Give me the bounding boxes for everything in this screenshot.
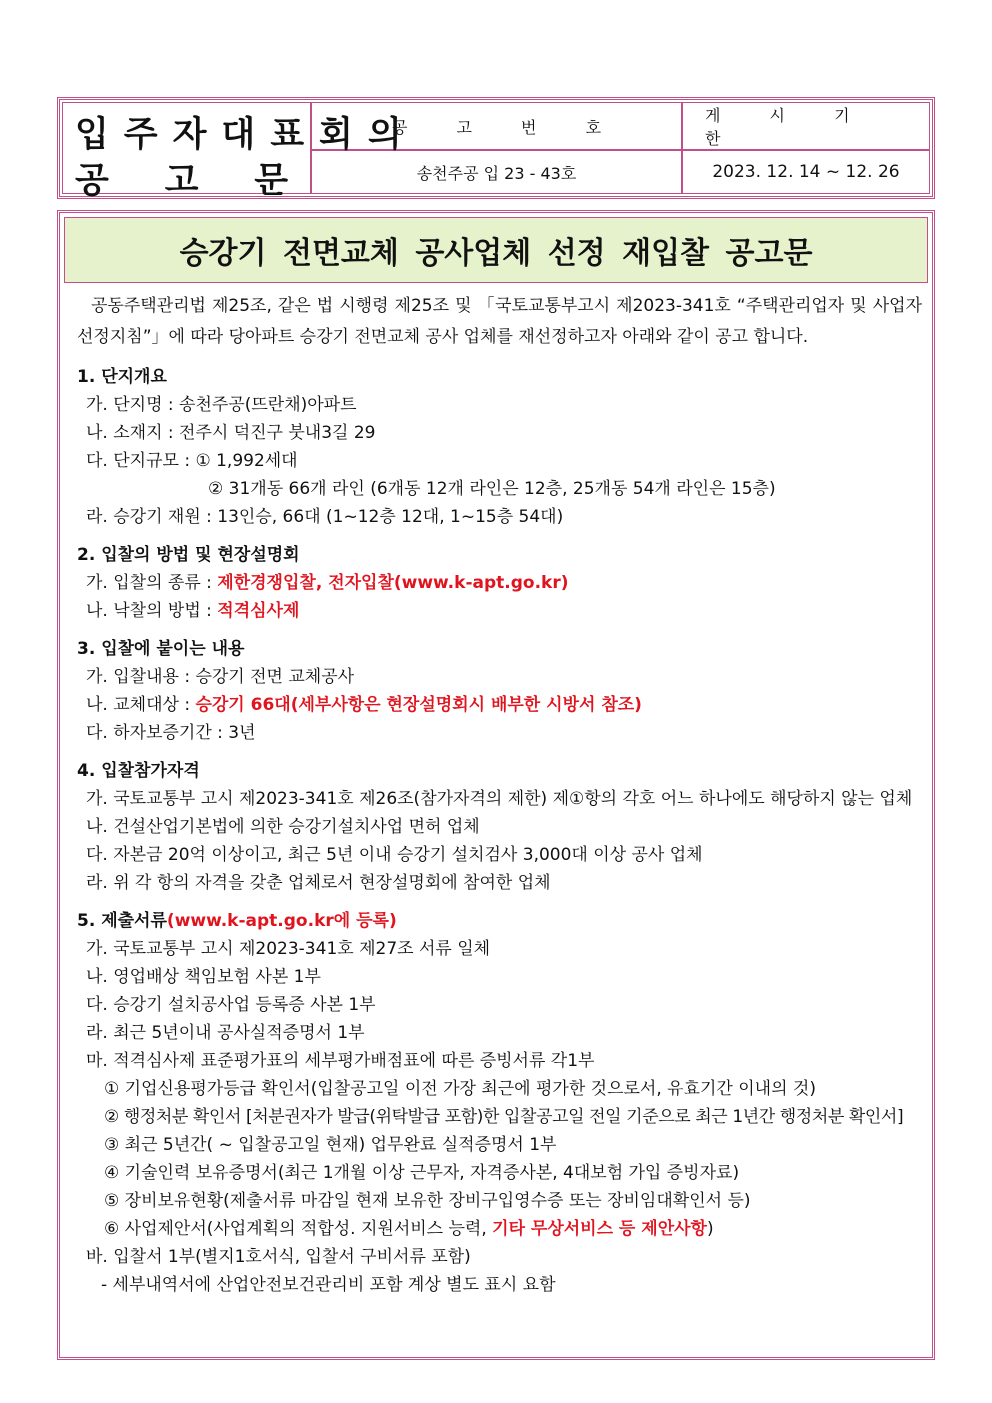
bid-type-label: 가. 입찰의 종류 : — [86, 573, 218, 593]
section-3-item-a: 가. 입찰내용 : 승강기 전면 교체공사 — [86, 667, 355, 687]
header-title-char: 고 — [164, 161, 199, 201]
section-1-title: 1. 단지개요 — [77, 367, 167, 387]
header-title-char: 문 — [254, 161, 288, 201]
section-5-item-f1: - 세부내역서에 산업안전보건관리비 포함 계상 별도 표시 요함 — [101, 1275, 556, 1295]
section-5-title-open: ( — [166, 911, 175, 931]
proposal-close: ) — [706, 1219, 714, 1239]
document-body — [77, 291, 922, 1299]
header-title-block — [62, 102, 417, 201]
section-5-title-close: ) — [388, 911, 397, 931]
proposal-highlight: 기타 무상서비스 등 제안사항 — [492, 1219, 707, 1239]
proposal-text: ⑥ 사업제안서(사업계획의 적합성. 지원서비스 능력, — [104, 1219, 493, 1239]
posting-period-value: 2023. 12. 14 ~ 12. 26 — [682, 150, 930, 194]
document-title: 승강기 전면교체 공사업체 선정 재입찰 공고문 — [64, 217, 928, 283]
bid-type-value: 제한경쟁입찰, 전자입찰(www.k-apt.go.kr) — [217, 573, 569, 593]
notice-main-box — [57, 210, 935, 1360]
section-5-item-c: 다. 승강기 설치공사업 등록증 사본 1부 — [86, 995, 376, 1015]
section-5-item-e2: ② 행정처분 확인서 [처분권자가 발급(위탁발급 포함)한 입찰공고일 전일 기준으로 최근 1년간 행정처분 확인서] — [104, 1107, 904, 1127]
header-title-line1: 입주자대표회의 — [75, 115, 417, 155]
section-5-item-e3: ③ 최근 5년간( ~ 입찰공고일 현재) 업무완료 실적증명서 1부 — [104, 1135, 557, 1155]
section-1-item-c2: ② 31개동 66개 라인 (6개동 12개 라인은 12층, 25개동 54개 라인은 15층) — [208, 479, 776, 499]
section-5-item-b: 나. 영업배상 책임보험 사본 1부 — [86, 967, 321, 987]
section-5-item-e: 마. 적격심사제 표준평가표의 세부평가배점표에 따른 증빙서류 각1부 — [86, 1051, 595, 1071]
section-4-title: 4. 입찰참가자격 — [77, 761, 200, 781]
section-5-item-f: 바. 입찰서 1부(별지1호서식, 입찰서 구비서류 포함) — [86, 1247, 471, 1267]
section-5-title-site: www.k-apt.go.kr에 등록 — [174, 911, 389, 931]
intro-paragraph: 공동주택관리법 제25조, 같은 법 시행령 제25조 및 「국토교통부고시 제2023-341호 “주택관리업자 및 사업자선정지침”」에 따라 당아파트 승강기 전면교체 공사 업체를 재선정하고자 아래와 같이 공고 합니다. — [77, 296, 922, 347]
header-title-char: 공 — [75, 161, 109, 201]
notice-header-grid — [62, 102, 930, 201]
section-5-item-a: 가. 국토교통부 고시 제2023-341호 제27조 서류 일체 — [86, 939, 491, 959]
section-4-item-b: 나. 건설산업기본법에 의한 승강기설치사업 면허 업체 — [86, 817, 480, 837]
section-4-item-a: 가. 국토교통부 고시 제2023-341호 제26조(참가자격의 제한) 제①항의 각호 어느 하나에도 해당하지 않는 업체 — [86, 789, 913, 809]
section-4-item-d: 라. 위 각 항의 자격을 갖춘 업체로서 현장설명회에 참여한 업체 — [86, 873, 551, 893]
replacement-target-label: 나. 교체대상 : — [86, 695, 196, 715]
notice-number-label: 공 고 번 호 — [311, 102, 682, 150]
section-4-item-c: 다. 자본금 20억 이상이고, 최근 5년 이내 승강기 설치검사 3,000대 이상 공사 업체 — [86, 845, 703, 865]
section-2-item-a — [77, 569, 922, 597]
award-method-value: 적격심사제 — [217, 601, 300, 621]
section-3-title: 3. 입찰에 붙이는 내용 — [77, 639, 245, 659]
section-5-title-main: 5. 제출서류 — [77, 911, 167, 931]
section-3-item-c: 다. 하자보증기간 : 3년 — [86, 723, 256, 743]
section-5-item-d: 라. 최근 5년이내 공사실적증명서 1부 — [86, 1023, 365, 1043]
section-1-item-d: 라. 승강기 재원 : 13인승, 66대 (1~12층 12대, 1~15층 54대) — [86, 507, 564, 527]
section-5-item-e1: ① 기업신용평가등급 확인서(입찰공고일 이전 가장 최근에 평가한 것으로서, 유효기간 이내의 것) — [104, 1079, 816, 1099]
header-title-line2 — [75, 153, 288, 203]
section-1-item-b: 나. 소재지 : 전주시 덕진구 붓내3길 29 — [86, 423, 376, 443]
section-5-item-e6 — [77, 1215, 922, 1243]
section-1-item-a: 가. 단지명 : 송천주공(뜨란채)아파트 — [86, 395, 357, 415]
posting-period-label: 게 시 기 한 — [682, 102, 930, 150]
notice-header-box — [57, 97, 935, 199]
section-5-title — [77, 907, 922, 935]
section-2-title: 2. 입찰의 방법 및 현장설명회 — [77, 545, 300, 565]
section-5-item-e4: ④ 기술인력 보유증명서(최근 1개월 이상 근무자, 자격증사본, 4대보험 가입 증빙자료) — [104, 1163, 740, 1183]
award-method-label: 나. 낙찰의 방법 : — [86, 601, 218, 621]
replacement-target-value: 승강기 66대(세부사항은 현장설명회시 배부한 시방서 참조) — [195, 695, 642, 715]
section-2-item-b — [77, 597, 922, 625]
section-1-item-c: 다. 단지규모 : ① 1,992세대 — [86, 451, 298, 471]
notice-number-value: 송천주공 입 23 - 43호 — [311, 150, 682, 194]
section-3-item-b — [77, 691, 922, 719]
section-5-item-e5: ⑤ 장비보유현황(제출서류 마감일 현재 보유한 장비구입영수증 또는 장비임대확인서 등) — [104, 1191, 751, 1211]
